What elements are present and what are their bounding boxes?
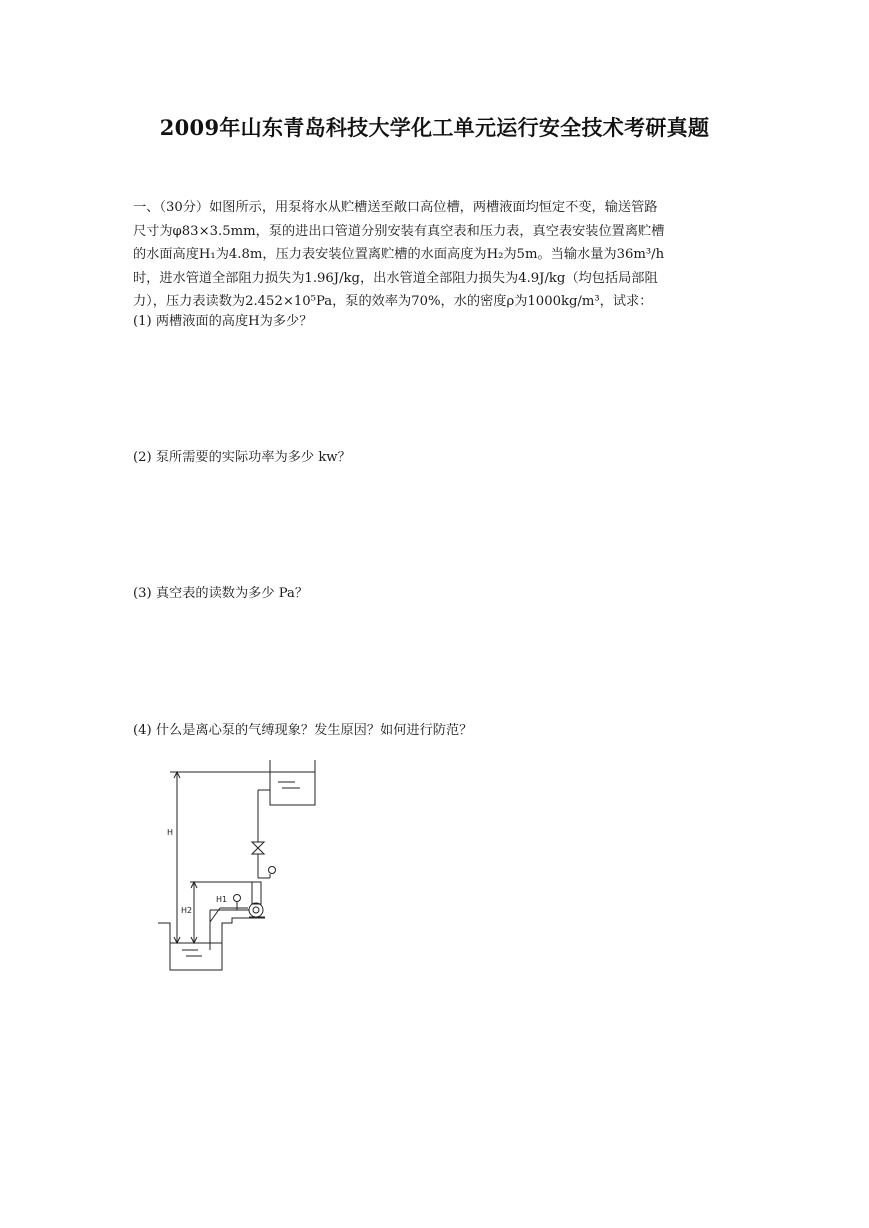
problem-line: 力），压力表读数为2.452×10⁵Pa，泵的效率为70%，水的密度ρ为1000kg/m³，试求： — [133, 294, 653, 310]
question-3: (3) 真空表的读数为多少 Pa？ — [133, 586, 309, 601]
valve — [252, 842, 264, 854]
label-H1: H1 — [216, 895, 228, 904]
problem-line: 尺寸为φ83×3.5mm，泵的进出口管道分别安装有真空表和压力表，真空表安装位置离贮槽 — [133, 223, 665, 239]
problem-statement — [133, 196, 745, 314]
problem-line: 时，进水管道全部阻力损失为1.96J/kg，出水管道全部阻力损失为4.9J/kg（均包括局部阻 — [133, 270, 658, 286]
pressure-gauge — [269, 867, 276, 874]
problem-line: 的水面高度H₁为4.8m，压力表安装位置离贮槽的水面高度为H₂为5m。当输水量为36m³/h — [133, 247, 665, 263]
page-title: 2009年山东青岛科技大学化工单元运行安全技术考研真题 — [159, 115, 710, 140]
label-H2: H2 — [181, 906, 193, 915]
problem-line: 一、（30分）如图所示，用泵将水从贮槽送至敞口高位槽，两槽液面均恒定不变，输送管路 — [133, 200, 658, 215]
pump-motor — [252, 882, 261, 904]
pump — [249, 903, 263, 917]
label-H: H — [167, 828, 174, 837]
question-1: (1) 两槽液面的高度H为多少？ — [133, 314, 313, 329]
pump-system-diagram — [150, 750, 370, 980]
ground-line — [158, 918, 265, 970]
question-2: (2) 泵所需要的实际功率为多少 kw？ — [133, 450, 351, 465]
vacuum-gauge — [234, 895, 241, 902]
question-4: (4) 什么是离心泵的气缚现象？发生原因？如何进行防范？ — [133, 723, 473, 738]
